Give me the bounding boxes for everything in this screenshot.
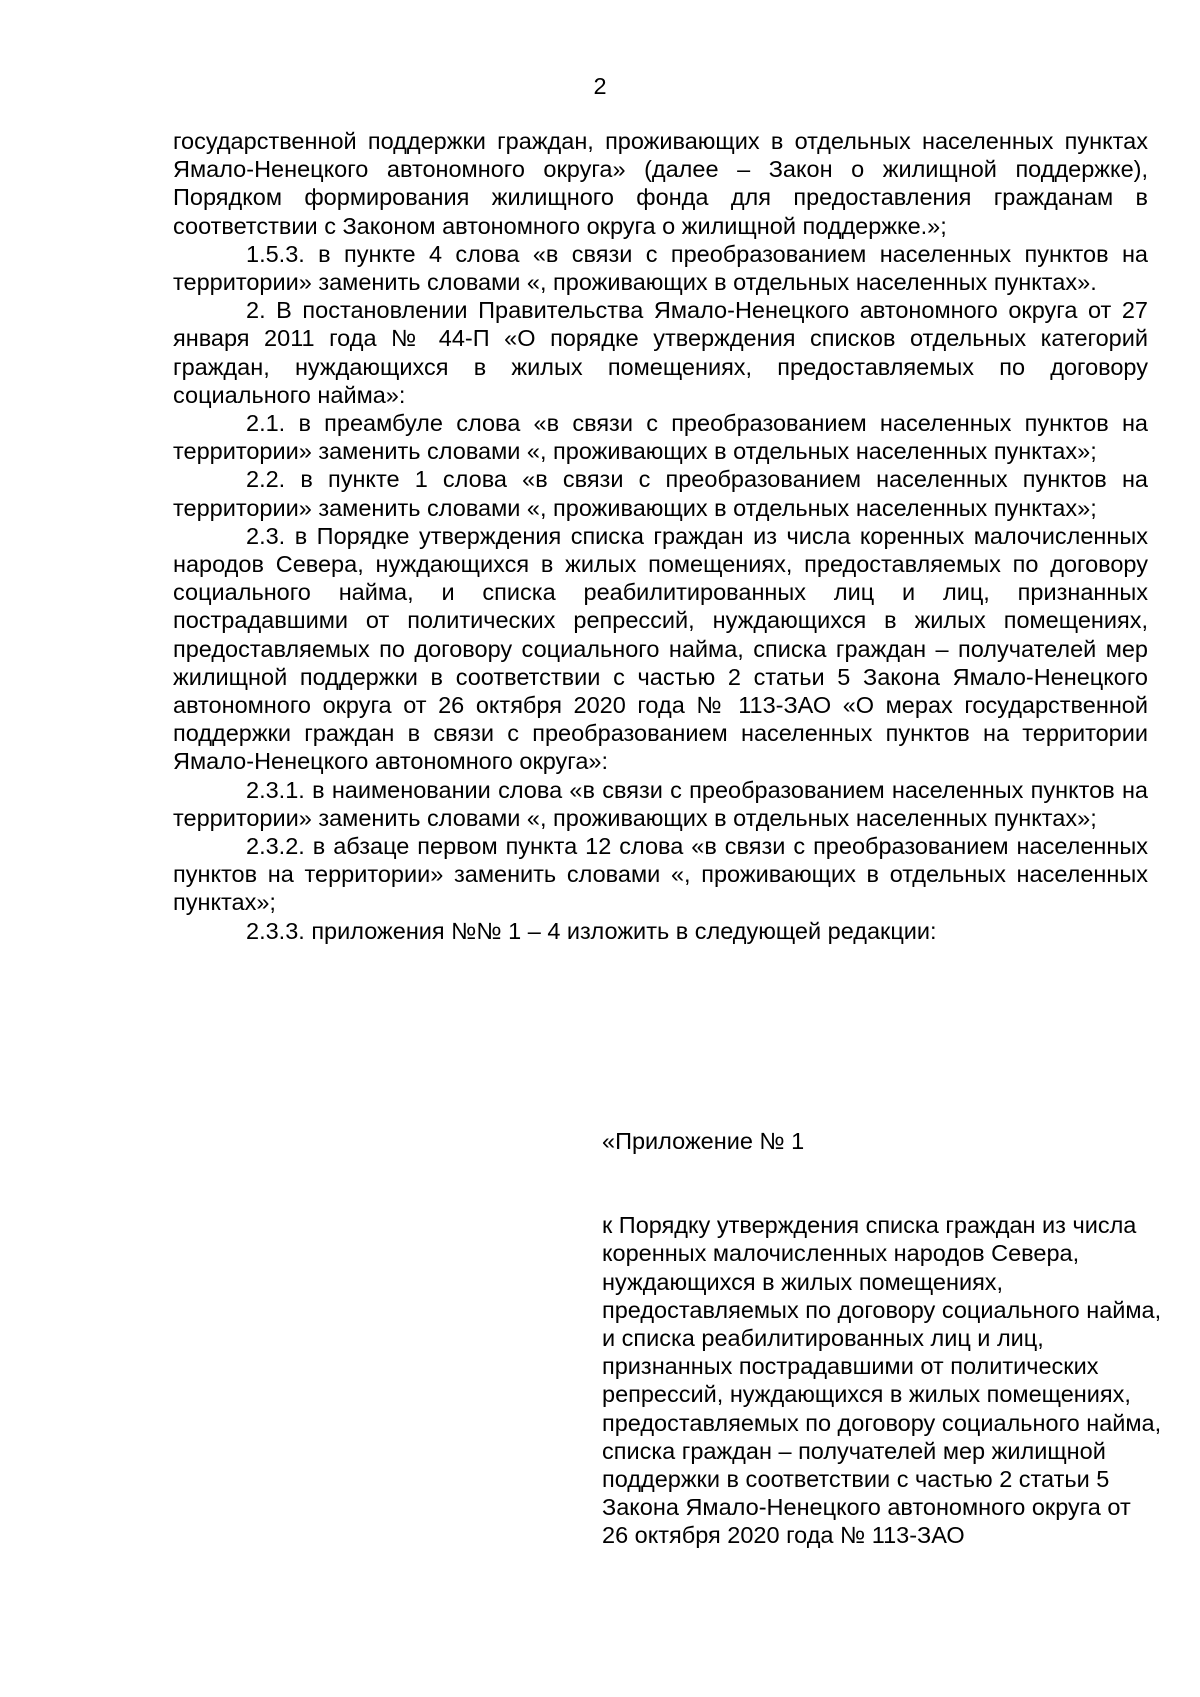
- paragraph-continuation: государственной поддержки граждан, проживающих в отдельных населенных пунктах Ямало-Ненецкого автономного округа» (далее – Закон о жилищной поддержке), Порядком формирования жилищного фонда для предоставления гражданам в соответствии с Законом автономного округа о жилищной поддержке.»;: [173, 128, 1148, 239]
- appendix-caption: к Порядку утверждения списка граждан из числа коренных малочисленных народов Севера, нуждающихся в жилых помещениях, предоставляемых по договору социального найма, и списка реабилитированных лиц и лиц, признанных пострадавшими от политических репрессий, нуждающихся в жилых помещениях, предоставляемых по договору социального найма, списка граждан – получателей мер жилищной поддержки в соответствии с частью 2 статьи 5 Закона Ямало-Ненецкого автономного округа от 26 октября 2020 года № 113-ЗАО: [602, 1212, 1162, 1549]
- appendix-header: [602, 1127, 1162, 1550]
- appendix-title: «Приложение № 1: [602, 1128, 805, 1154]
- page-number: 2: [593, 73, 607, 99]
- paragraph-2-2: 2.2. в пункте 1 слова «в связи с преобразованием населенных пунктов на территории» заменить словами «, проживающих в отдельных населенных пунктах»;: [173, 466, 1148, 521]
- document-body: [173, 127, 1148, 945]
- paragraph-2-3-1: 2.3.1. в наименовании слова «в связи с преобразованием населенных пунктов на территории» заменить словами «, проживающих в отдельных населенных пунктах»;: [173, 776, 1148, 831]
- paragraph-2-3-2: 2.3.2. в абзаце первом пункта 12 слова «в связи с преобразованием населенных пунктов на территории» заменить словами «, проживающих в отдельных населенных пунктах»;: [173, 833, 1148, 916]
- paragraph-2-3: 2.3. в Порядке утверждения списка граждан из числа коренных малочисленных народов Севера, нуждающихся в жилых помещениях, предоставляемых по договору социального найма, и списка реабилитированных лиц и лиц, признанных пострадавшими от политических репрессий, нуждающихся в жилых помещениях, предоставляемых по договору социального найма, списка граждан – получателей мер жилищной поддержки в соответствии с частью 2 статьи 5 Закона Ямало-Ненецкого автономного округа от 26 октября 2020 года № 113-ЗАО «О мерах государственной поддержки граждан в связи с преобразованием населенных пунктов на территории Ямало-Ненецкого автономного округа»:: [173, 522, 1148, 775]
- paragraph-2-3-3: 2.3.3. приложения №№ 1 – 4 изложить в следующей редакции:: [246, 917, 937, 944]
- paragraph-2: 2. В постановлении Правительства Ямало-Ненецкого автономного округа от 27 января 2011 года № 44-П «О порядке утверждения списков отдельных категорий граждан, нуждающихся в жилых помещениях, предоставляемых по договору социального найма»:: [173, 297, 1148, 408]
- paragraph-2-1: 2.1. в преамбуле слова «в связи с преобразованием населенных пунктов на территории» заменить словами «, проживающих в отдельных населенных пунктах»;: [173, 410, 1148, 465]
- paragraph-1-5-3: 1.5.3. в пункте 4 слова «в связи с преобразованием населенных пунктов на территории» заменить словами «, проживающих в отдельных населенных пунктах».: [173, 240, 1148, 296]
